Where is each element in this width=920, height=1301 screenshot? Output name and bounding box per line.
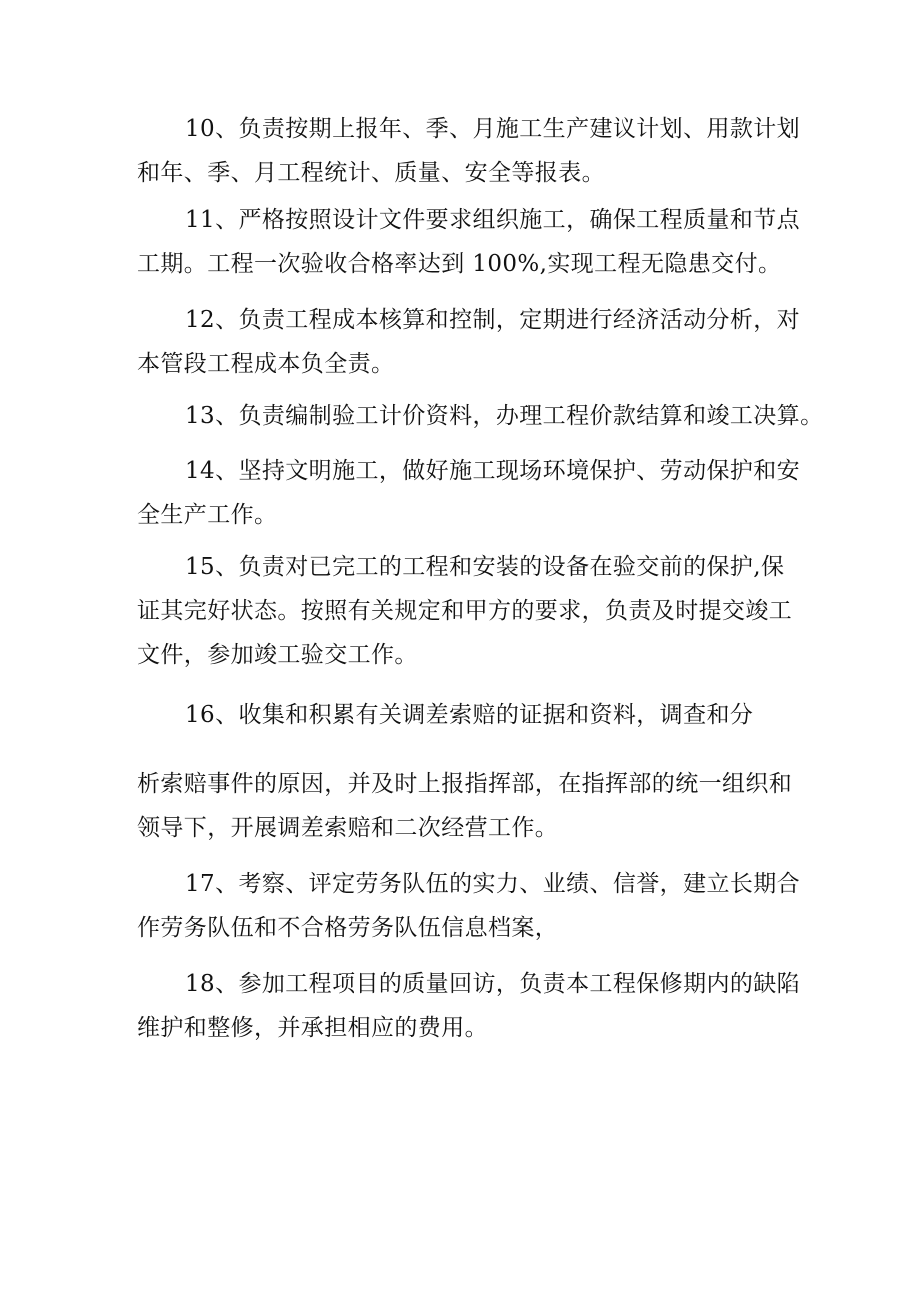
paragraph-line: 析索赔事件的原因，并及时上报指挥部，在指挥部的统一组织和 bbox=[137, 771, 793, 797]
paragraph-item-14 bbox=[137, 449, 801, 537]
paragraph-item-18 bbox=[137, 962, 801, 1050]
paragraph-line: 17、考察、评定劳务队伍的实力、业绩、信誉，建立长期合 bbox=[185, 871, 801, 897]
paragraph-item-13 bbox=[137, 394, 824, 438]
paragraph-item-11 bbox=[137, 198, 801, 286]
paragraph-line: 16、收集和积累有关调差索赔的证据和资料，调查和分 bbox=[185, 702, 754, 728]
paragraph-line: 作劳务队伍和不合格劳务队伍信息档案， bbox=[137, 915, 559, 941]
paragraph-line: 10、负责按期上报年、季、月施工生产建议计划、用款计划 bbox=[185, 116, 801, 142]
paragraph-line: 工期。工程一次验收合格率达到 100%,实现工程无隐患交付。 bbox=[137, 251, 782, 277]
paragraph-item-12 bbox=[137, 298, 801, 386]
paragraph-item-17 bbox=[137, 862, 801, 950]
paragraph-line: 和年、季、月工程统计、质量、安全等报表。 bbox=[137, 160, 605, 186]
paragraph-line: 15、负责对已完工的工程和安装的设备在验交前的保护,保 bbox=[185, 554, 785, 580]
paragraph-line: 18、参加工程项目的质量回访，负责本工程保修期内的缺陷 bbox=[185, 971, 801, 997]
paragraph-line: 领导下，开展调差索赔和二次经营工作。 bbox=[137, 815, 559, 841]
paragraph-line: 12、负责工程成本核算和控制，定期进行经济活动分析，对 bbox=[185, 307, 801, 333]
paragraph-item-10 bbox=[137, 107, 801, 195]
paragraph-line: 全生产工作。 bbox=[137, 502, 278, 528]
paragraph-item-16 bbox=[137, 693, 797, 737]
paragraph-line: 13、负责编制验工计价资料，办理工程价款结算和竣工决算。 bbox=[185, 403, 824, 429]
paragraph-item-15 bbox=[137, 545, 797, 677]
paragraph-line: 本管段工程成本负全责。 bbox=[137, 351, 395, 377]
paragraph-line: 证其完好状态。按照有关规定和甲方的要求，负责及时提交竣工 bbox=[137, 598, 793, 624]
paragraph-line: 维护和整修，并承担相应的费用。 bbox=[137, 1015, 488, 1041]
paragraph-line: 文件，参加竣工验交工作。 bbox=[137, 642, 418, 668]
paragraph-item-16-continued bbox=[137, 762, 797, 850]
paragraph-line: 11、严格按照设计文件要求组织施工，确保工程质量和节点 bbox=[185, 207, 801, 233]
paragraph-line: 14、坚持文明施工，做好施工现场环境保护、劳动保护和安 bbox=[185, 458, 801, 484]
